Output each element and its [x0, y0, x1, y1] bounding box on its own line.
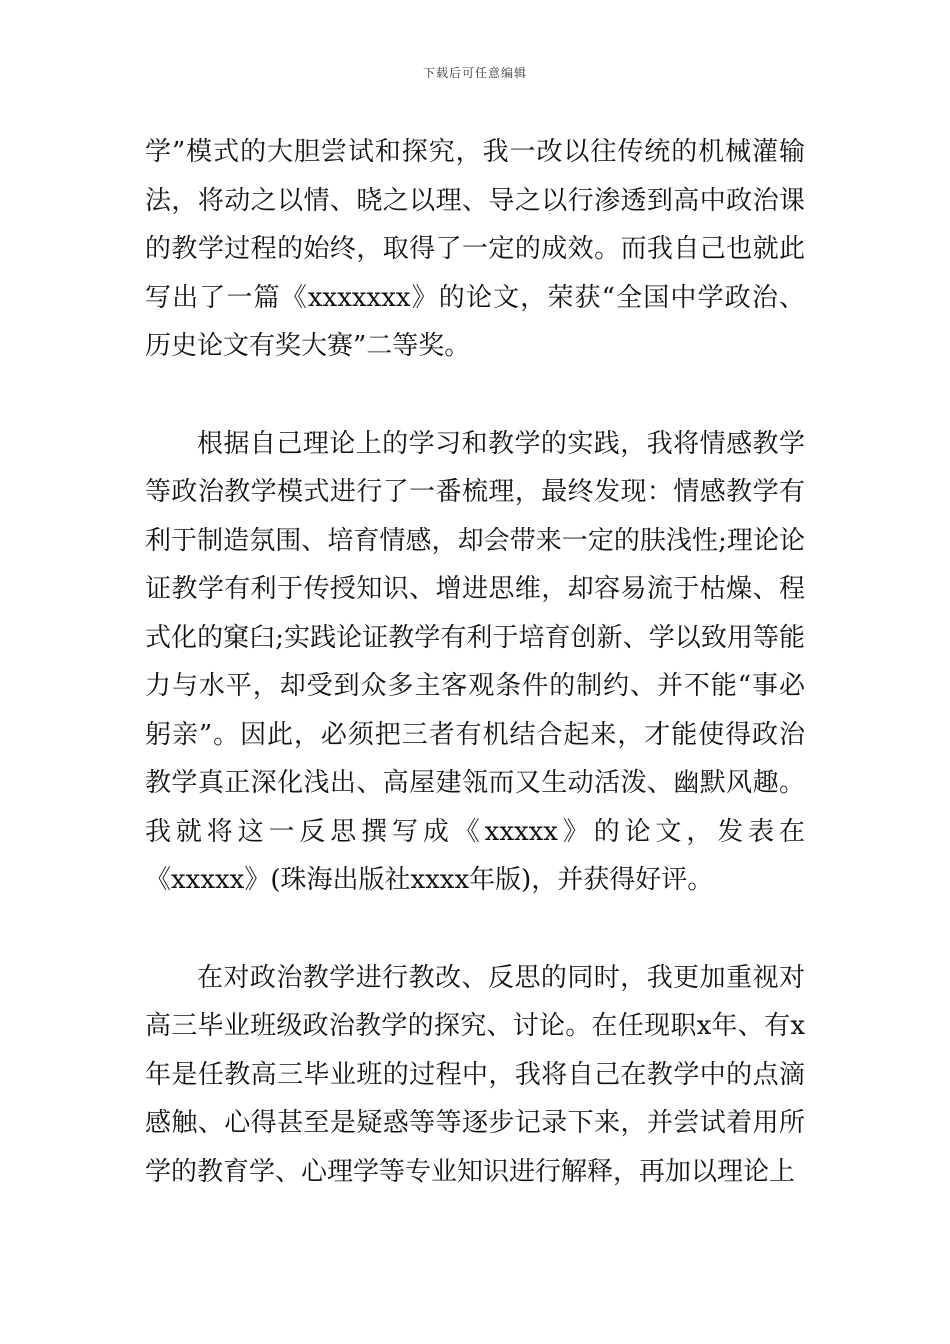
- document-body: [145, 128, 805, 1196]
- page-header: 下载后可任意编辑: [422, 66, 527, 80]
- paragraph-senior-class: 在对政治教学进行教改、反思的同时，我更加重视对高三毕业班级政治教学的探究、讨论。在任现职x年、有x年是任教高三毕业班的过程中，我将自己在教学中的点滴感触、心得甚至是疑惑等等逐步记录下来，并尝试着用所学的教育学、心理学等专业知识进行解释，再加以理论上: [145, 962, 805, 1187]
- paragraph-gap: [145, 371, 805, 420]
- paragraph-gap: [145, 905, 805, 954]
- paragraph-continuation: 学”模式的大胆尝试和探究，我一改以往传统的机械灌输法，将动之以情、晓之以理、导之以行渗透到高中政治课的教学过程的始终，取得了一定的成效。而我自己也就此写出了一篇《xxxxxxx》的论文，荣获“全国中学政治、历史论文有奖大赛”二等奖。: [145, 137, 805, 361]
- paragraph-teaching-modes: 根据自己理论上的学习和教学的实践，我将情感教学等政治教学模式进行了一番梳理，最终发现：情感教学有利于制造氛围、培育情感，却会带来一定的肤浅性;理论论证教学有利于传授知识、增进思维，却容易流于枯燥、程式化的窠臼;实践论证教学有利于培育创新、学以致用等能力与水平，却受到众多主客观条件的制约、并不能“事必躬亲”。因此，必须把三者有机结合起来，才能使得政治教学真正深化浅出、高屋建瓴而又生动活泼、幽默风趣。我就将这一反思撰写成《xxxxx》的论文，发表在《xxxxx》(珠海出版社xxxx年版)，并获得好评。: [145, 428, 805, 895]
